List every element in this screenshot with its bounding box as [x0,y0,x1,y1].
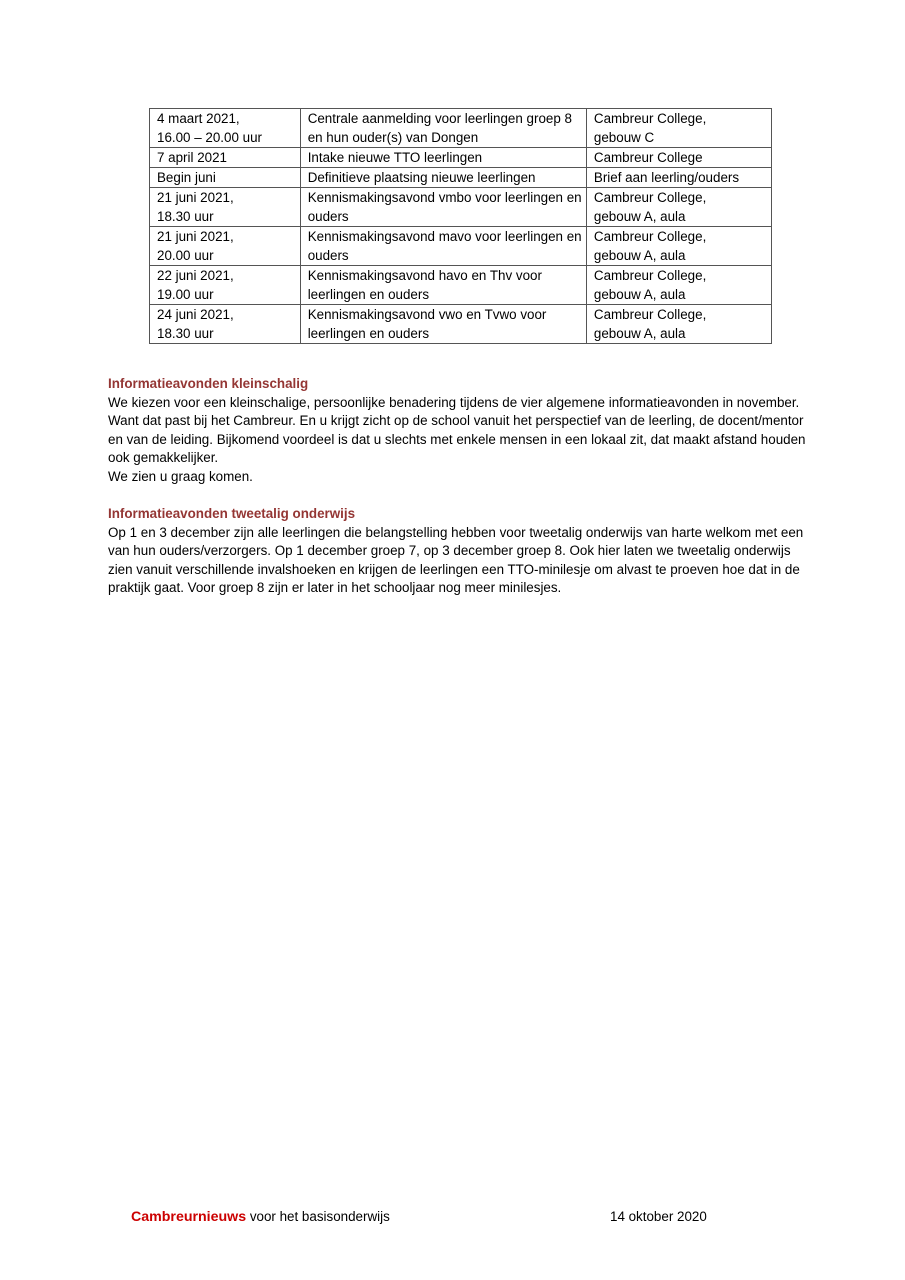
section-closing: We zien u graag komen. [108,468,253,484]
location-cell: Cambreur College, gebouw A, aula [586,266,771,305]
table-row [150,188,772,227]
section-kleinschalig [108,375,818,487]
footer-date: 14 oktober 2020 [610,1209,707,1224]
location-cell: Cambreur College, gebouw C [586,109,771,148]
page-footer [131,1208,731,1226]
section-body: Op 1 en 3 december zijn alle leerlingen die belangstelling hebben voor tweetalig onderwijs van harte welkom met een van hun ouders/verzorgers. Op 1 december groep 7, op 3 december groep 8. Ook hier laten we tweetalig onderwijs zien vanuit verschillende invalshoeken en krijgen de leerlingen een TTO-minilesje om alvast te proeven hoe dat in de praktijk gaat. Voor groep 8 zijn er later in het schooljaar nog meer minilesjes. [108,524,804,596]
date-cell: 22 juni 2021, 19.00 uur [150,266,301,305]
location-cell: Cambreur College [586,148,771,168]
event-cell: Kennismakingsavond vwo en Tvwo voor leerlingen en ouders [300,305,586,344]
section-heading: Informatieavonden tweetalig onderwijs [108,506,356,521]
location-cell: Cambreur College, gebouw A, aula [586,227,771,266]
location-cell: Cambreur College, gebouw A, aula [586,305,771,344]
date-cell: 7 april 2021 [150,148,301,168]
event-cell: Kennismakingsavond mavo voor leerlingen en ouders [300,227,586,266]
section-body: We kiezen voor een kleinschalige, persoonlijke benadering tijdens de vier algemene informatieavonden in november. Want dat past bij het Cambreur. En u krijgt zicht op de school vanuit het perspectief van de leerling, de docent/mentor en van de leiding. Bijkomend voordeel is dat u slechts met enkele mensen in een lokaal zit, dat maakt afstand houden ook gemakkelijker. [108,394,806,466]
section-tweetalig [108,505,818,598]
date-cell: 4 maart 2021, 16.00 – 20.00 uur [150,109,301,148]
event-cell: Centrale aanmelding voor leerlingen groep 8 en hun ouder(s) van Dongen [300,109,586,148]
date-cell: 21 juni 2021, 20.00 uur [150,227,301,266]
table-row [150,148,772,168]
section-heading: Informatieavonden kleinschalig [108,376,309,391]
event-cell: Definitieve plaatsing nieuwe leerlingen [300,168,586,188]
date-cell: Begin juni [150,168,301,188]
location-cell: Brief aan leerling/ouders [586,168,771,188]
schedule-table [149,108,772,344]
table-row [150,109,772,148]
date-cell: 21 juni 2021, 18.30 uur [150,188,301,227]
date-cell: 24 juni 2021, 18.30 uur [150,305,301,344]
location-cell: Cambreur College, gebouw A, aula [586,188,771,227]
table-row [150,168,772,188]
event-cell: Intake nieuwe TTO leerlingen [300,148,586,168]
table-row [150,227,772,266]
event-cell: Kennismakingsavond vmbo voor leerlingen en ouders [300,188,586,227]
table-row [150,305,772,344]
footer-brand: Cambreurnieuws [131,1209,247,1225]
footer-subtitle: voor het basisonderwijs [246,1209,390,1224]
event-cell: Kennismakingsavond havo en Thv voor leerlingen en ouders [300,266,586,305]
table-row [150,266,772,305]
